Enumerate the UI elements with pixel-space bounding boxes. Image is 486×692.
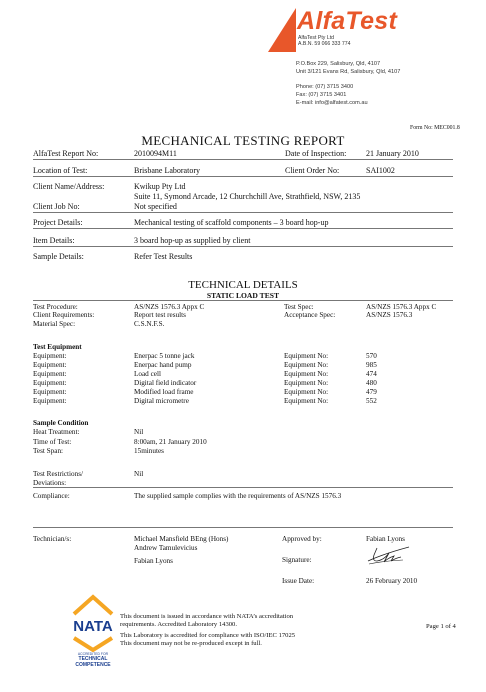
equipment-name: Enerpac hand pump xyxy=(134,361,192,369)
equipment-name: Modified load frame xyxy=(134,388,194,396)
compliance: The supplied sample complies with the requirements of AS/NZS 1576.3 xyxy=(134,492,342,500)
footer-line-3: This Laboratory is accredited for compliance with ISO/IEC 17025 xyxy=(120,632,296,639)
divider xyxy=(33,159,453,160)
divider xyxy=(33,246,453,247)
signature-label: Signature: xyxy=(282,556,312,564)
test-span: 15minutes xyxy=(134,447,164,455)
equipment-no-label: Equipment No: xyxy=(284,361,329,369)
equipment-label: Equipment: xyxy=(33,352,67,360)
spec: AS/NZS 1576.3 Appx C xyxy=(366,303,437,311)
approved-by: Fabian Lyons xyxy=(366,535,405,543)
technicians-label: Technician/s: xyxy=(33,535,72,543)
equipment-name: Digital micrometre xyxy=(134,397,189,405)
equipment-number: 479 xyxy=(366,388,377,396)
sample-label: Sample Details: xyxy=(33,252,84,261)
acceptance: AS/NZS 1576.3 xyxy=(366,311,413,319)
technical-subheading: STATIC LOAD TEST xyxy=(206,291,280,300)
client-name: Kwikup Pty Ltd xyxy=(134,182,186,191)
equipment-no-label: Equipment No: xyxy=(284,379,329,387)
heat-treatment-label: Heat Treatment: xyxy=(33,428,80,436)
procedure-label: Test Procedure: xyxy=(33,303,78,311)
divider xyxy=(33,527,453,528)
phone: Phone: (07) 3715 3400 xyxy=(296,84,354,90)
footer-line-1: This document is issued in accordance with NATA’s accreditation xyxy=(120,613,294,620)
job-no: Not specified xyxy=(134,202,177,211)
time-of-test-label: Time of Test: xyxy=(33,438,72,446)
alfatest-logo-wedge xyxy=(268,8,298,52)
divider xyxy=(33,487,453,488)
inspection-date: 21 January 2010 xyxy=(366,149,419,158)
alfatest-logo: AlfaTest xyxy=(297,7,398,35)
divider xyxy=(33,176,453,177)
test-span-label: Test Span: xyxy=(33,447,64,455)
company-abn: A.B.N. 59 066 333 774 xyxy=(298,41,351,47)
equipment-no-label: Equipment No: xyxy=(284,388,329,396)
client-name-label: Client Name/Address: xyxy=(33,182,105,191)
order-no: SAI1002 xyxy=(366,166,395,175)
equipment-number: 474 xyxy=(366,370,377,378)
technician-2: Andrew Tamulevicius xyxy=(134,544,198,552)
restrictions-value: Nil xyxy=(134,470,144,478)
item-details: 3 board hop-up as supplied by client xyxy=(134,236,251,245)
project-label: Project Details: xyxy=(33,218,83,227)
material-label: Material Spec: xyxy=(33,320,76,328)
client-req: Report test results xyxy=(134,311,186,319)
procedure: AS/NZS 1576.3 Appx C xyxy=(134,303,205,311)
equipment-label: Equipment: xyxy=(33,370,67,378)
page-title: MECHANICAL TESTING REPORT xyxy=(141,133,345,148)
email: E-mail: info@alfatest.com.au xyxy=(296,100,368,106)
inspection-date-label: Date of Inspection: xyxy=(285,149,347,158)
job-no-label: Client Job No: xyxy=(33,202,80,211)
equipment-number: 985 xyxy=(366,361,377,369)
equipment-label: Equipment: xyxy=(33,388,67,396)
sample-condition-heading: Sample Condition xyxy=(33,419,89,427)
nata-logo xyxy=(66,594,120,652)
equipment-label: Equipment: xyxy=(33,379,67,387)
equipment-label: Equipment: xyxy=(33,397,67,405)
equipment-number: 480 xyxy=(366,379,377,387)
divider xyxy=(33,300,453,301)
approved-label: Approved by: xyxy=(282,535,322,543)
deviations-label: Deviations: xyxy=(33,479,67,487)
equipment-name: Enerpac 5 tonne jack xyxy=(134,352,195,360)
technician-3: Fabian Lyons xyxy=(134,557,173,565)
compliance-label: Compliance: xyxy=(33,492,70,500)
issue-date: 26 February 2010 xyxy=(366,577,418,585)
material: C.S.N.F.S. xyxy=(134,320,165,328)
nata-competence: TECHNICAL COMPETENCE xyxy=(75,656,111,668)
item-label: Item Details: xyxy=(33,236,75,245)
footer-line-2: requirements. Accredited Laboratory 14300. xyxy=(120,621,237,628)
heat-treatment: Nil xyxy=(134,428,144,436)
project-details: Mechanical testing of scaffold components – 3 board hop-up xyxy=(134,218,329,227)
address-line-1: P.O.Box 229, Salisbury, Qld, 4107 xyxy=(296,61,381,67)
location: Brisbane Laboratory xyxy=(134,166,200,175)
location-label: Location of Test: xyxy=(33,166,88,175)
order-no-label: Client Order No: xyxy=(285,166,340,175)
sample-details: Refer Test Results xyxy=(134,252,193,261)
signature xyxy=(365,540,411,568)
divider xyxy=(33,228,453,229)
footer-line-4: This document may not be re-produced except in full. xyxy=(120,640,262,647)
nata-logo-text: NATA xyxy=(73,618,113,635)
client-address: Suite 11, Symond Arcade, 12 Churchchill Ave, Strathfield, NSW, 2135 xyxy=(134,192,361,201)
client-req-label: Client Requirements: xyxy=(33,311,95,319)
equipment-heading: Test Equipment xyxy=(33,343,82,351)
time-of-test: 8:00am, 21 January 2010 xyxy=(134,438,207,446)
issue-date-label: Issue Date: xyxy=(282,577,315,585)
equipment-name: Load cell xyxy=(134,370,161,378)
fax: Fax: (07) 3715 3401 xyxy=(296,92,347,98)
spec-label: Test Spec: xyxy=(284,303,314,311)
company-name: AlfaTest Pty Ltd xyxy=(298,35,335,41)
report-no-label: AlfaTest Report No: xyxy=(33,149,99,158)
equipment-number: 552 xyxy=(366,397,377,405)
nata-accredited: ACCREDITED FOR xyxy=(77,652,109,656)
equipment-no-label: Equipment No: xyxy=(284,352,329,360)
page-number: Page 1 of 4 xyxy=(426,623,456,630)
acceptance-label: Acceptance Spec: xyxy=(284,311,336,319)
equipment-no-label: Equipment No: xyxy=(284,370,329,378)
equipment-number: 570 xyxy=(366,352,377,360)
report-no: 2010094M11 xyxy=(134,149,177,158)
address-line-2: Unit 3/121 Evans Rd, Salisbury, Qld, 4107 xyxy=(296,69,401,75)
technical-heading: TECHNICAL DETAILS xyxy=(188,279,298,291)
equipment-no-label: Equipment No: xyxy=(284,397,329,405)
form-number: Form No: MEC001.8 xyxy=(410,125,460,131)
technician-1: Michael Mansfield BEng (Hons) xyxy=(134,535,229,543)
equipment-name: Digital field indicator xyxy=(134,379,197,387)
restrictions-label: Test Restrictions/ xyxy=(33,470,84,478)
divider xyxy=(33,212,453,213)
equipment-label: Equipment: xyxy=(33,361,67,369)
